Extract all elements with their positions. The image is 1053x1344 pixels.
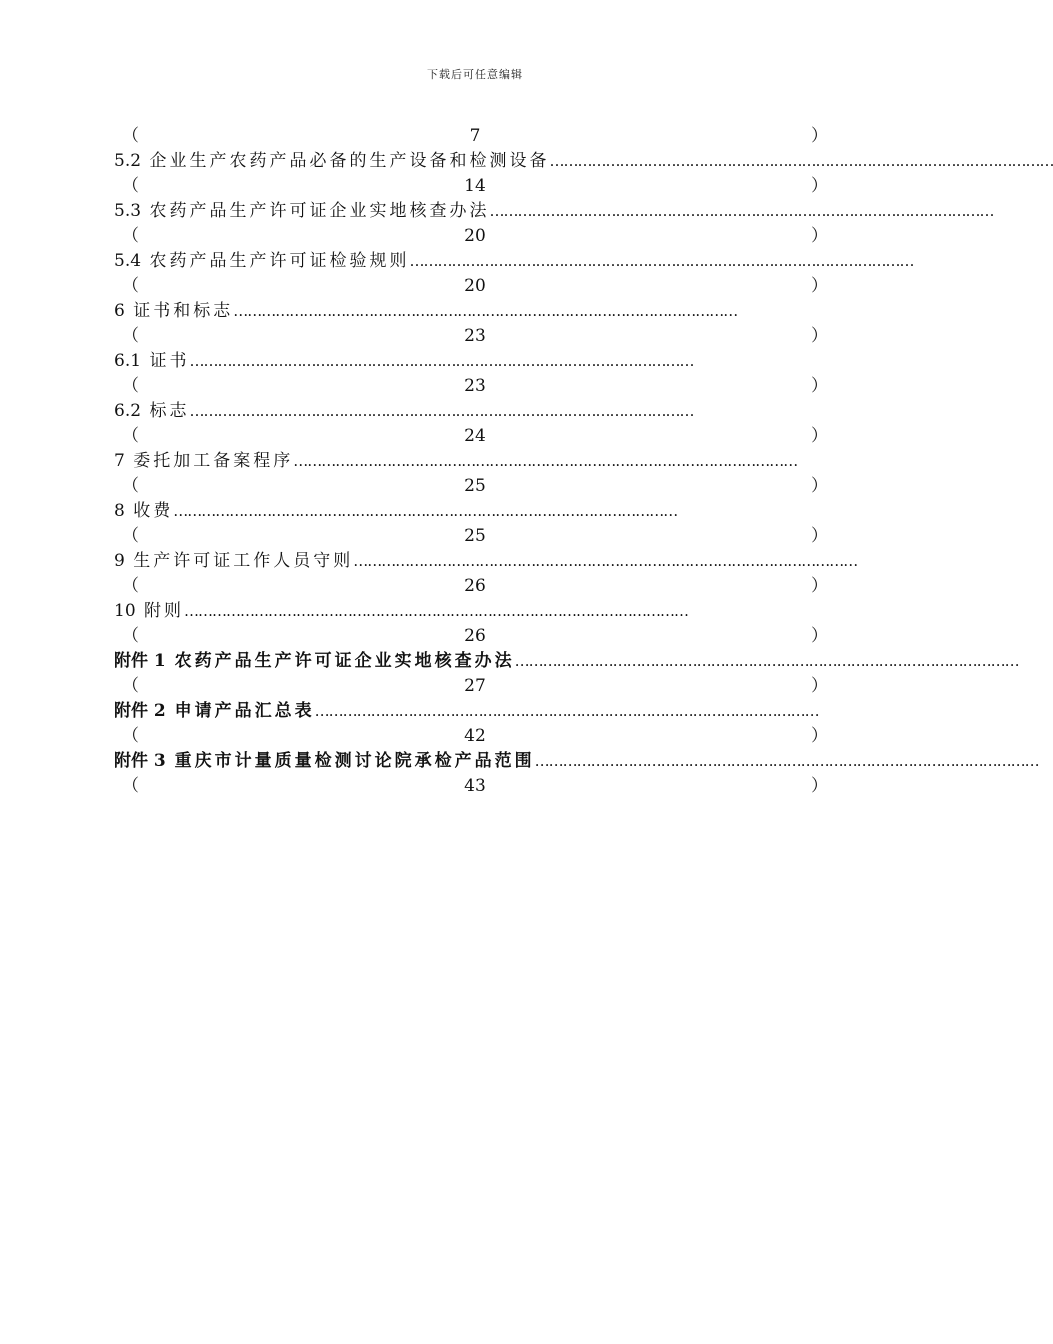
toc-leader-dots: ……………………………………………………………………………………………… — [353, 552, 858, 570]
toc-section-title: 农药产品生产许可证企业实地核查办法 — [174, 651, 515, 671]
page-number: 20 — [464, 276, 486, 296]
toc-page-line — [114, 224, 836, 249]
toc-section-title: 农药产品生产许可证检验规则 — [149, 251, 410, 271]
toc-section-number: 7 — [114, 451, 125, 471]
open-paren: （ — [122, 176, 139, 196]
toc-section-title: 证书和标志 — [133, 301, 234, 321]
toc-entry[interactable] — [114, 749, 1039, 799]
toc-title — [114, 299, 233, 324]
toc-page-line — [114, 174, 836, 199]
toc-section-title: 标志 — [149, 401, 190, 421]
toc-section-number: 5.2 — [114, 151, 142, 171]
toc-title-line — [114, 399, 836, 424]
close-paren: ） — [811, 726, 828, 746]
table-of-contents — [114, 124, 1053, 799]
page-number: 42 — [464, 726, 486, 746]
toc-title — [114, 599, 184, 624]
toc-leader-dots: ……………………………………………………………………………………………… — [409, 252, 914, 270]
toc-section-title: 附则 — [144, 601, 185, 621]
open-paren: （ — [122, 276, 139, 296]
open-paren: （ — [122, 676, 139, 696]
toc-title-line — [114, 199, 994, 224]
toc-page-line — [114, 474, 836, 499]
close-paren: ） — [811, 376, 828, 396]
toc-leader-dots: ……………………………………………………………………………………………… — [314, 702, 819, 720]
close-paren: ） — [811, 176, 828, 196]
toc-section-number: 5.3 — [114, 201, 142, 221]
toc-page-line — [114, 524, 836, 549]
close-paren: ） — [811, 276, 828, 296]
toc-section-title: 收费 — [133, 501, 174, 521]
open-paren: （ — [122, 526, 139, 546]
toc-leader-dots: ……………………………………………………………………………………………… — [173, 502, 678, 520]
toc-leader-dots: ……………………………………………………………………………………………… — [549, 152, 1053, 170]
toc-title — [114, 749, 535, 774]
open-paren: （ — [122, 626, 139, 646]
toc-title — [114, 699, 315, 724]
page-number: 26 — [464, 626, 486, 646]
page-number: 20 — [464, 226, 486, 246]
toc-title — [114, 199, 489, 224]
toc-entry[interactable] — [114, 399, 836, 449]
toc-leader-dots: ……………………………………………………………………………………………… — [489, 202, 994, 220]
toc-page-line — [114, 774, 836, 799]
page-number: 14 — [464, 176, 486, 196]
close-paren: ） — [811, 226, 828, 246]
toc-section-number: 附件 2 — [114, 701, 166, 721]
toc-title — [114, 399, 189, 424]
toc-section-title: 生产许可证工作人员守则 — [133, 551, 354, 571]
toc-title — [114, 499, 173, 524]
toc-entries — [114, 149, 1053, 799]
page-number: 7 — [469, 126, 481, 146]
toc-section-number: 6.1 — [114, 351, 142, 371]
toc-page-line — [114, 574, 836, 599]
toc-title-line — [114, 449, 836, 474]
toc-title-line — [114, 149, 1053, 174]
toc-leader-dots: ……………………………………………………………………………………………… — [189, 402, 694, 420]
toc-title-line — [114, 299, 836, 324]
toc-page-line — [114, 374, 836, 399]
close-paren: ） — [811, 576, 828, 596]
page-number: 24 — [464, 426, 486, 446]
toc-leader-dots: ……………………………………………………………………………………………… — [534, 752, 1039, 770]
toc-section-title: 企业生产农药产品必备的生产设备和检测设备 — [149, 151, 550, 171]
close-paren: ） — [811, 326, 828, 346]
toc-section-title: 申请产品汇总表 — [174, 701, 315, 721]
toc-entry[interactable] — [114, 599, 836, 649]
toc-section-number: 附件 1 — [114, 651, 166, 671]
toc-page-line — [114, 624, 836, 649]
toc-page-line — [114, 324, 836, 349]
toc-first-page-line — [114, 124, 836, 149]
toc-section-number: 8 — [114, 501, 125, 521]
toc-page-line — [114, 424, 836, 449]
page-number: 23 — [464, 326, 486, 346]
toc-entry[interactable] — [114, 149, 1053, 199]
toc-page-line — [114, 274, 836, 299]
page-number: 26 — [464, 576, 486, 596]
toc-section-number: 5.4 — [114, 251, 142, 271]
open-paren: （ — [122, 326, 139, 346]
toc-leader-dots: ……………………………………………………………………………………………… — [514, 652, 1019, 670]
toc-leader-dots: ……………………………………………………………………………………………… — [189, 352, 694, 370]
open-paren: （ — [122, 126, 139, 146]
toc-entry[interactable] — [114, 299, 836, 349]
toc-leader-dots: ……………………………………………………………………………………………… — [233, 302, 738, 320]
open-paren: （ — [122, 576, 139, 596]
toc-title-line — [114, 499, 836, 524]
toc-leader-dots: ……………………………………………………………………………………………… — [293, 452, 798, 470]
toc-section-number: 6 — [114, 301, 125, 321]
toc-title-line — [114, 699, 836, 724]
close-paren: ） — [811, 426, 828, 446]
toc-title-line — [114, 599, 836, 624]
toc-page-line — [114, 724, 836, 749]
toc-section-title: 委托加工备案程序 — [133, 451, 294, 471]
toc-title — [114, 449, 293, 474]
page-number: 43 — [464, 776, 486, 796]
toc-entry[interactable] — [114, 499, 836, 549]
toc-title — [114, 349, 189, 374]
toc-section-title: 农药产品生产许可证企业实地核查办法 — [149, 201, 490, 221]
toc-section-number: 6.2 — [114, 401, 142, 421]
open-paren: （ — [122, 476, 139, 496]
toc-section-title: 重庆市计量质量检测讨论院承检产品范围 — [174, 751, 535, 771]
toc-entry[interactable] — [114, 699, 836, 749]
toc-section-title: 证书 — [149, 351, 190, 371]
page-number: 27 — [464, 676, 486, 696]
toc-entry[interactable] — [114, 549, 858, 599]
close-paren: ） — [811, 776, 828, 796]
open-paren: （ — [122, 376, 139, 396]
toc-section-number: 10 — [114, 601, 136, 621]
toc-title — [114, 649, 515, 674]
toc-entry[interactable] — [114, 249, 914, 299]
toc-section-number: 附件 3 — [114, 751, 166, 771]
close-paren: ） — [811, 526, 828, 546]
open-paren: （ — [122, 426, 139, 446]
page-number: 25 — [464, 476, 486, 496]
close-paren: ） — [811, 476, 828, 496]
toc-title — [114, 549, 353, 574]
page-number: 23 — [464, 376, 486, 396]
toc-leader-dots: ……………………………………………………………………………………………… — [184, 602, 689, 620]
toc-section-number: 9 — [114, 551, 125, 571]
toc-title — [114, 249, 409, 274]
close-paren: ） — [811, 676, 828, 696]
toc-title-line — [114, 649, 1019, 674]
toc-title-line — [114, 349, 836, 374]
open-paren: （ — [122, 776, 139, 796]
toc-title-line — [114, 549, 858, 574]
page-number: 25 — [464, 526, 486, 546]
open-paren: （ — [122, 726, 139, 746]
toc-title — [114, 149, 549, 174]
close-paren: ） — [811, 126, 828, 146]
open-paren: （ — [122, 226, 139, 246]
toc-entry[interactable] — [114, 449, 836, 499]
toc-title-line — [114, 249, 914, 274]
page-header: 下载后可任意编辑 — [427, 68, 523, 81]
toc-page-line — [114, 674, 836, 699]
toc-entry[interactable] — [114, 199, 994, 249]
toc-entry[interactable] — [114, 649, 1019, 699]
toc-entry[interactable] — [114, 349, 836, 399]
close-paren: ） — [811, 626, 828, 646]
toc-title-line — [114, 749, 1039, 774]
